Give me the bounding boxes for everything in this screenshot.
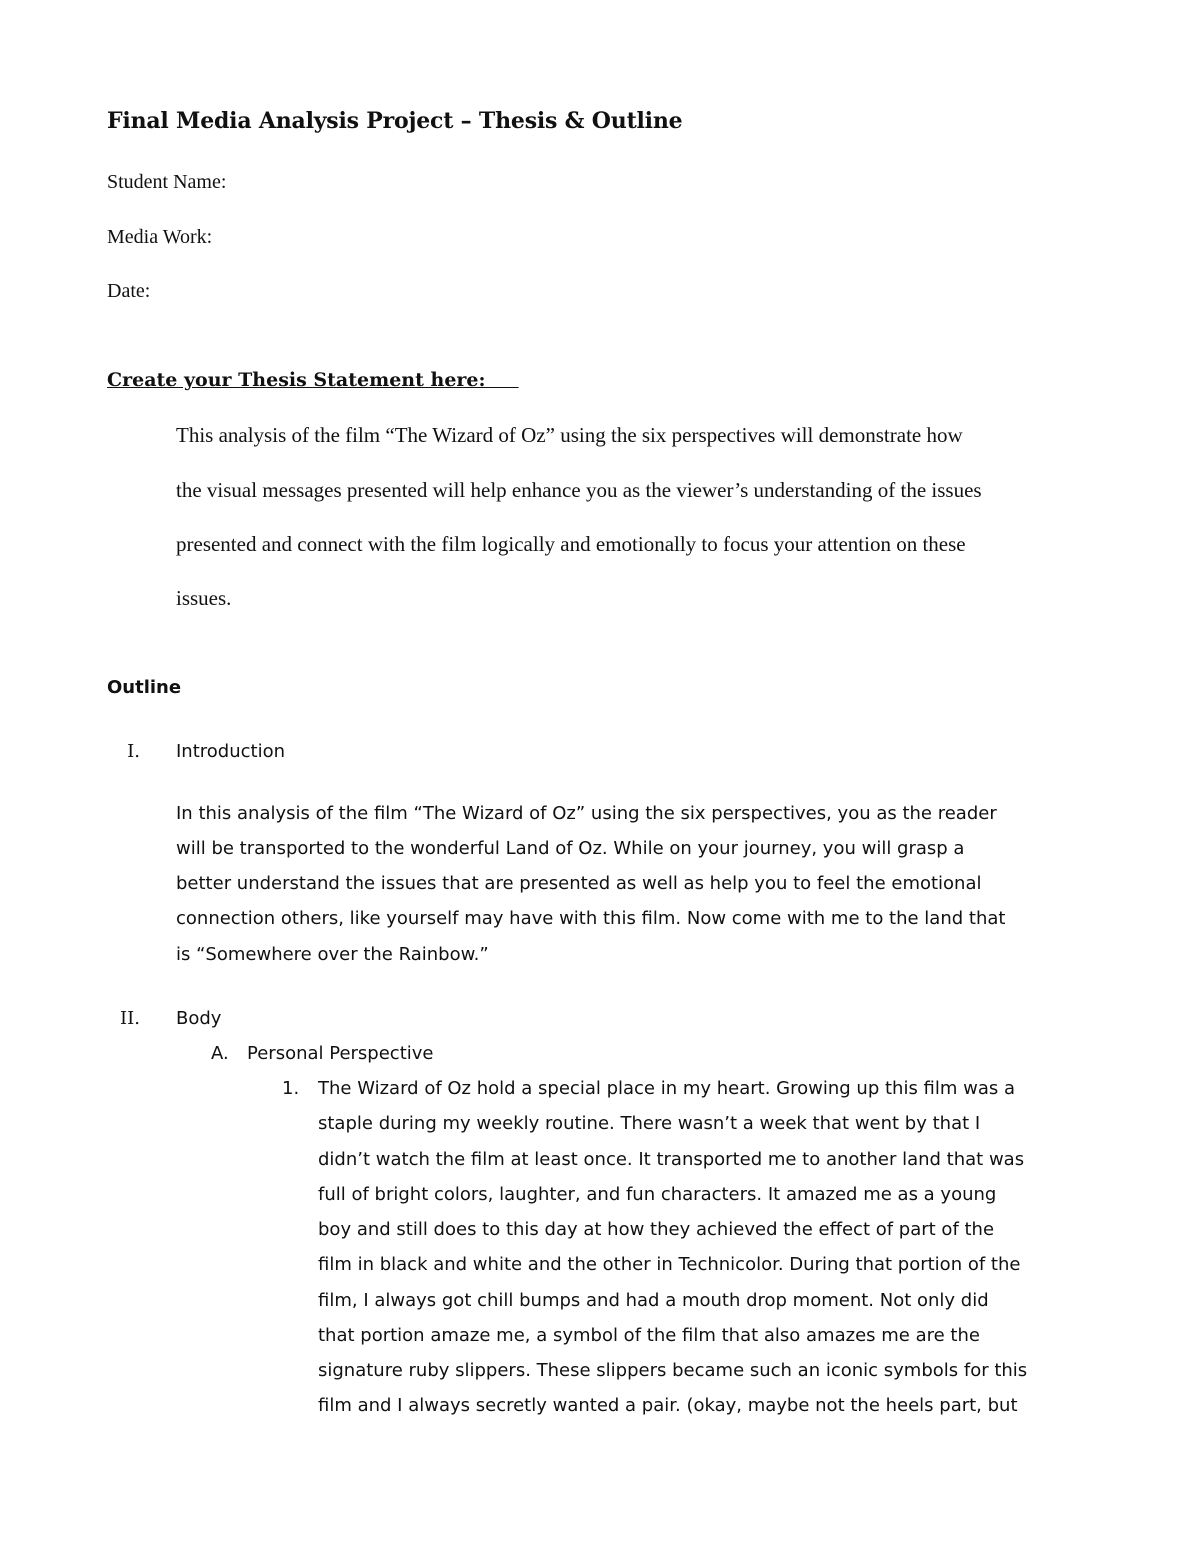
outline-numeral-body: II. xyxy=(120,1008,140,1029)
list-item-line: didn’t watch the film at least once. It transported me to another land that was xyxy=(318,1149,1025,1170)
introduction-label: Introduction xyxy=(176,741,286,762)
list-item-line: film, I always got chill bumps and had a mouth drop moment. Not only did xyxy=(318,1290,989,1311)
date-field: Date: xyxy=(107,280,151,302)
subsection-label: Personal Perspective xyxy=(247,1043,434,1064)
list-item-line: film in black and white and the other in Technicolor. During that portion of the xyxy=(318,1254,1021,1275)
introduction-line: will be transported to the wonderful Land of Oz. While on your journey, you will grasp a xyxy=(176,838,965,859)
introduction-line: connection others, like yourself may have with this film. Now come with me to the land that xyxy=(176,908,1006,929)
document-title: Final Media Analysis Project – Thesis & Outline xyxy=(107,108,683,134)
list-item-line: signature ruby slippers. These slippers became such an iconic symbols for this xyxy=(318,1360,1028,1381)
outline-heading: Outline xyxy=(107,677,182,698)
outline-numeral-introduction: I. xyxy=(127,741,140,762)
thesis-heading xyxy=(107,369,519,391)
list-item-line: that portion amaze me, a symbol of the film that also amazes me are the xyxy=(318,1325,980,1346)
thesis-line: presented and connect with the film logically and emotionally to focus your attention on these xyxy=(176,532,966,556)
thesis-line: This analysis of the film “The Wizard of Oz” using the six perspectives will demonstrate how xyxy=(176,423,963,447)
list-item-line: film and I always secretly wanted a pair. (okay, maybe not the heels part, but xyxy=(318,1395,1018,1416)
introduction-line: is “Somewhere over the Rainbow.” xyxy=(176,944,489,965)
body-label: Body xyxy=(176,1008,222,1029)
thesis-line: issues. xyxy=(176,586,232,610)
thesis-line: the visual messages presented will help enhance you as the viewer’s understanding of the issues xyxy=(176,478,982,502)
list-item-line: staple during my weekly routine. There wasn’t a week that went by that I xyxy=(318,1113,981,1134)
introduction-line: In this analysis of the film “The Wizard of Oz” using the six perspectives, you as the reader xyxy=(176,803,997,824)
list-item-marker: 1. xyxy=(282,1078,300,1099)
student-name-field: Student Name: xyxy=(107,171,227,193)
thesis-heading-text: Create your Thesis Statement here: xyxy=(107,369,486,391)
subsection-marker: A. xyxy=(211,1043,229,1064)
media-work-field: Media Work: xyxy=(107,226,213,248)
list-item-line: boy and still does to this day at how they achieved the effect of part of the xyxy=(318,1219,995,1240)
list-item-line: The Wizard of Oz hold a special place in my heart. Growing up this film was a xyxy=(318,1078,1016,1099)
list-item-line: full of bright colors, laughter, and fun characters. It amazed me as a young xyxy=(318,1184,997,1205)
introduction-line: better understand the issues that are presented as well as help you to feel the emotional xyxy=(176,873,982,894)
